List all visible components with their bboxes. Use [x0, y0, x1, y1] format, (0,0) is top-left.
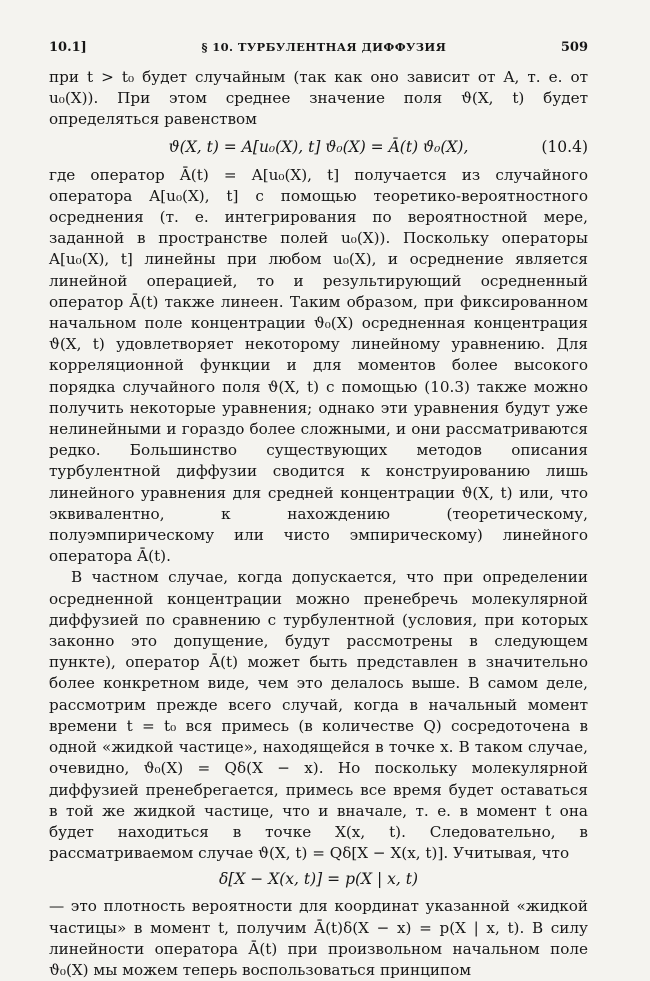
paragraph-3: В частном случае, когда допускается, что при определении осредненной концентрации можно пренебречь молекулярной диффузией по сравнению с турбулентной (условия, при которых законно это допущение, будут рассмотрены в следующем пункте), оператор Ā(t) может быть представлен в значительно более конкретном виде, чем это делалось выше. В самом деле, рассмотрим прежде всего случай, когда в начальный момент времени t = t₀ вся примесь (в количестве Q) сосредоточена в одной «жидкой частице», находящейся в точке x. В таком случае, очевидно, ϑ₀(X) = Qδ(X − x). Но поскольку молекулярной диффузией пренебрегается, примесь все время будет оставаться в той же жидкой частице, что и вначале, т. е. в момент t она будет находиться в точке X(x, t). Следовательно, в рассматриваемом случае ϑ(X, t) = Qδ[X − X(x, t)]. Учитывая, что	[49, 568, 588, 863]
page-number: 509	[560, 40, 588, 55]
equation-text: δ[X − X(x, t)] = p(X | x, t)	[218, 870, 419, 889]
section-reference: 10.1]	[49, 40, 87, 55]
paragraph-4: — это плотность вероятности для координат указанной «жидкой частицы» в момент t, получим Ā(t)δ(X − x) = p(X | x, t). В силу линейности оператора Ā(t) при произвольном начальном поле ϑ₀(X) мы можем теперь воспользоваться принципом	[49, 897, 588, 979]
paragraph-1: при t > t₀ будет случайным (так как оно зависит от A, т. е. от u₀(X)). При этом среднее значение поля ϑ(X, t) будет определяться равенством	[49, 68, 588, 129]
running-header	[49, 40, 588, 55]
equation-text: ϑ(X, t) = A[u₀(X), t] ϑ₀(X) = Ā(t) ϑ₀(X),	[168, 137, 469, 156]
paragraph-2: где оператор Ā(t) = A[u₀(X), t] получается из случайного оператора A[u₀(X), t] с помощью теоретико-вероятностного осреднения (т. е. интегрирования по вероятностной мере, заданной в пространстве полей u₀(X)). Поскольку операторы A[u₀(X), t] линейны при любом u₀(X), и осреднение является линейной операцией, то и результирующий осредненный оператор Ā(t) также линеен. Таким образом, при фиксированном начальном поле концентрации ϑ₀(X) осредненная концентрация ϑ(X, t) удовлетворяет некоторому линейному уравнению. Для корреляционной функции и для моментов более высокого порядка случайного поля ϑ(X, t) с помощью (10.3) также можно получить некоторые уравнения; однако эти уравнения будут уже нелинейными и гораздо более сложными, и они рассматриваются редко. Большинство существующих методов описания турбулентной диффузии сводится к конструированию лишь линейного уравнения для средней концентрации ϑ(X, t) или, что эквивалентно, к нахождению (теоретическому, полуэмпирическому или чисто эмпирическому) линейного оператора Ā(t).	[49, 165, 588, 566]
equation-number: (10.4)	[541, 137, 588, 156]
equation-10-4	[49, 135, 588, 159]
chapter-title: § 10. ТУРБУЛЕНТНАЯ ДИФФУЗИЯ	[201, 40, 447, 54]
equation-density	[49, 870, 588, 888]
